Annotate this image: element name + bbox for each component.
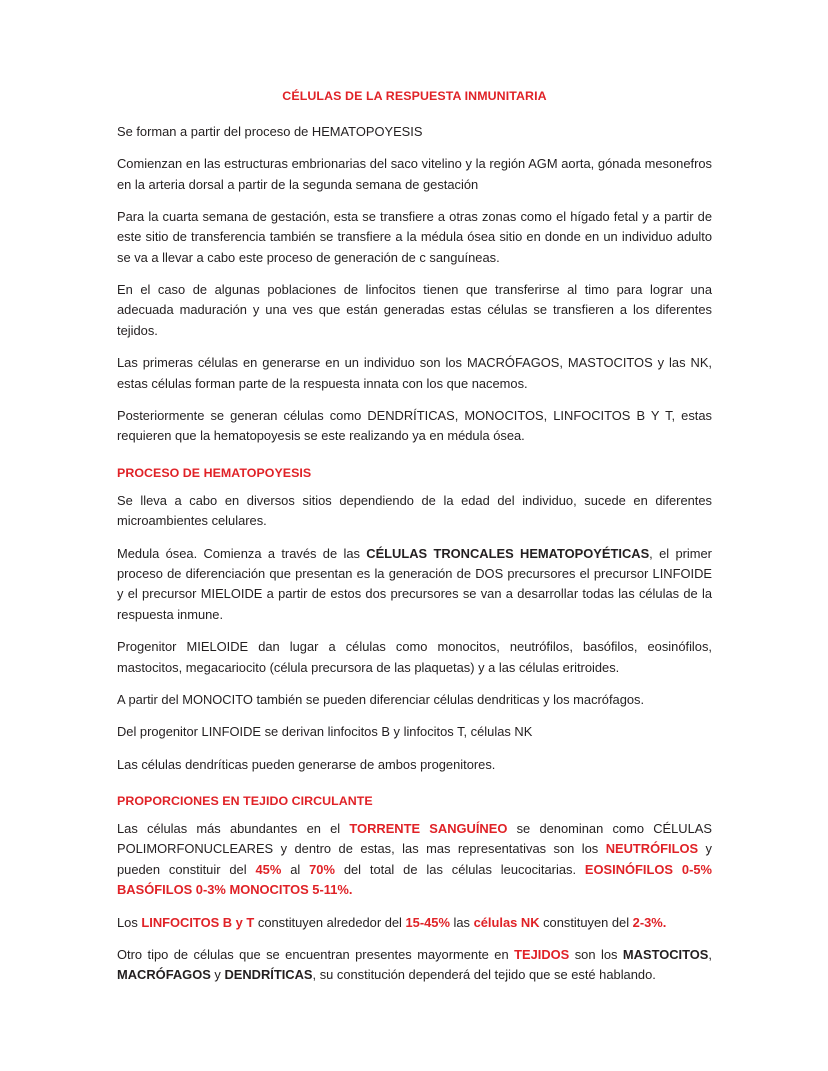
text-run: las [449,914,474,930]
text-run: Los [117,914,142,930]
paragraph-intro-4: En el caso de algunas poblaciones de linfocitos tienen que transferirse al timo para lograr una adecuada maduración y una ves que están generadas estas células se transfieren a los diferentes tejidos. [117,282,712,338]
page-title: CÉLULAS DE LA RESPUESTA INMUNITARIA [282,89,547,103]
text-run: , [708,947,712,963]
paragraph-proceso-4: A partir del MONOCITO también se pueden diferenciar células dendriticas y los macrófagos. [117,691,645,707]
text-run: , el primer proceso de diferenciación que presentan es la generación de DOS precursores el precursor LINFOIDE y el precursor MIELOIDE a partir de estos dos precursores se van a desarrollar todas las células de la respuesta inmune. [117,545,712,622]
text-run: al [281,861,310,877]
text-run: del total de las células leucocitarias. [334,861,585,877]
text-run: son los [569,947,623,963]
text-run: constituyen del [539,914,633,930]
text-run: Las células más abundantes en el [117,821,350,837]
text-run-red-70-percent: 70% [309,861,335,877]
text-run-bold-macrofagos: MACRÓFAGOS [117,967,211,983]
text-run-red-celulas-nk: células NK [473,914,540,930]
text-run-bold-mastocitos: MASTOCITOS [622,947,709,963]
paragraph-intro-2: Comienzan en las estructuras embrionarias del saco vitelino y la región AGM aorta, gónada mesonefros en la arteria dorsal a partir de la segunda semana de gestación [117,156,712,192]
text-run: se denominan como CÉLULAS POLIMORFONUCLEARES y dentro de estas, las mas representativas son los [117,821,712,857]
paragraph-intro-5: Las primeras células en generarse en un individuo son los MACRÓFAGOS, MASTOCITOS y las NK, estas células forman parte de la respuesta innata con los que nacemos. [117,355,712,391]
paragraph-proceso-6: Las células dendríticas pueden generarse de ambos progenitores. [117,756,496,772]
text-run-red-2-3-percent: 2-3%. [632,914,667,930]
text-run-bold-dendriticas: DENDRÍTICAS [224,967,313,983]
paragraph-intro-6: Posteriormente se generan células como DENDRÍTICAS, MONOCITOS, LINFOCITOS B Y T, estas requieren que la hematopoyesis se este realizando ya en médula ósea. [117,408,712,444]
paragraph-proceso-1: Se lleva a cabo en diversos sitios dependiendo de la edad del individuo, sucede en diferentes microambientes celulares. [117,492,712,529]
text-run: Otro tipo de células que se encuentran presentes mayormente en [117,947,515,963]
text-run: , su constitución dependerá del tejido que se esté hablando. [312,967,656,983]
paragraph-proceso-5: Del progenitor LINFOIDE se derivan linfocitos B y linfocitos T, células NK [117,724,533,740]
text-run-red-neutrofilos: NEUTRÓFILOS [605,841,699,857]
text-run-red-tejidos: TEJIDOS [514,947,570,963]
paragraph-proceso-3: Progenitor MIELOIDE dan lugar a células como monocitos, neutrófilos, basófilos, eosinófilos, mastocitos, megacariocito (célula precursora de las plaquetas) y a las células eritroides. [117,639,712,675]
text-run: y [210,967,225,983]
text-run-red-45-percent: 45% [255,861,282,877]
paragraph-proporciones-3 [117,945,712,986]
text-run-red-linfocitos-b-y-t: LINFOCITOS B y T [141,914,255,930]
text-run-red-torrente-sanguineo: TORRENTE SANGUÍNEO [349,821,508,837]
paragraph-intro-1: Se forman a partir del proceso de HEMATOPOYESIS [117,123,423,139]
paragraph-proporciones-2 [117,913,712,933]
text-run-red-eosinofilos-basofilos-monocitos: EOSINÓFILOS 0-5% BASÓFILOS 0-3% MONOCITOS 5-11%. [117,861,713,898]
text-run: Medula ósea. Comienza a través de las [117,545,367,561]
text-run: y pueden constituir del [117,841,712,877]
document-body [117,88,712,998]
paragraph-intro-3: Para la cuarta semana de gestación, esta se transfiere a otras zonas como el hígado fetal y a partir de este sitio de transferencia también se transfiere a la médula ósea sitio en donde en un individuo adulto se va a llevar a cabo este proceso de generación de c sanguíneas. [117,208,712,265]
text-run: constituyen alrededor del [254,914,406,930]
text-run-bold-celulas-troncales: CÉLULAS TRONCALES HEMATOPOYÉTICAS [366,545,650,561]
section-heading-proporciones-tejido-circulante: PROPORCIONES EN TEJIDO CIRCULANTE [117,794,373,809]
paragraph-proceso-2 [117,544,712,626]
section-heading-proceso-hematopoyesis: PROCESO DE HEMATOPOYESIS [117,465,312,480]
paragraph-proporciones-1 [117,819,712,901]
text-run-red-15-45-percent: 15-45% [405,914,450,930]
